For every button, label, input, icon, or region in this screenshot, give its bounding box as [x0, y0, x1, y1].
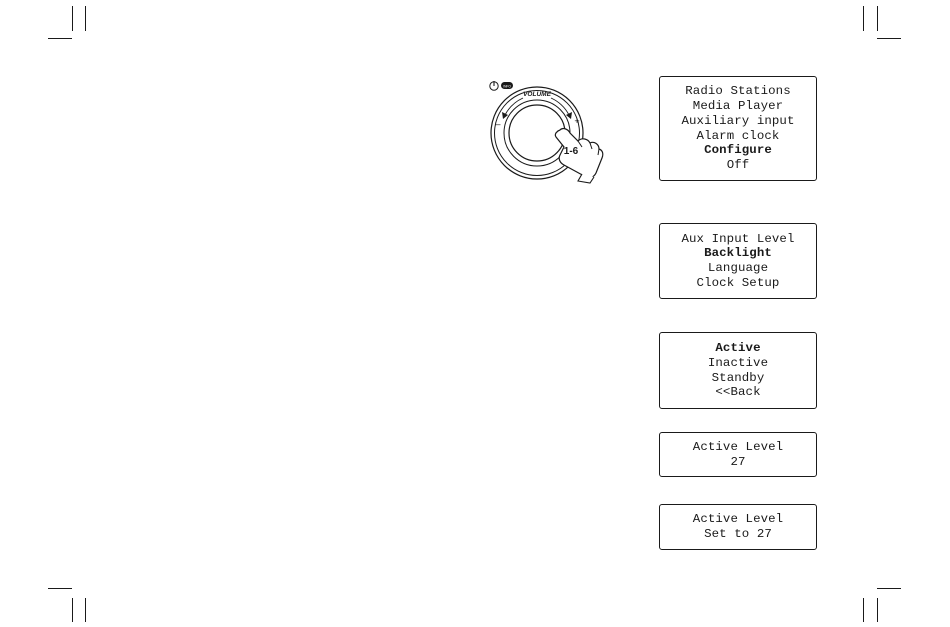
- lcd-screen-configure-menu: [659, 223, 817, 299]
- crop-mark-bl-v1: [72, 598, 73, 622]
- lcd-line: Standby: [711, 370, 765, 385]
- crop-mark-br-v2: [877, 598, 878, 622]
- crop-mark-bl-v2: [85, 598, 86, 622]
- lcd-line: Media Player: [692, 99, 784, 114]
- minus-label: –: [495, 119, 501, 129]
- plus-label: +: [574, 116, 580, 126]
- lcd-line: Off: [726, 157, 750, 172]
- lcd-line: Active Level: [692, 439, 784, 454]
- lcd-line: Aux Input Level: [681, 231, 795, 246]
- crop-mark-tl-v2: [85, 6, 86, 31]
- lcd-line: Clock Setup: [696, 275, 780, 290]
- info-badge-label: INFO: [503, 84, 511, 89]
- lcd-screen-active-level: [659, 432, 817, 477]
- lcd-line: Language: [707, 261, 769, 275]
- crop-mark-tr-v1: [863, 6, 864, 31]
- lcd-screen-main-menu: [659, 76, 817, 181]
- lcd-line: Radio Stations: [685, 84, 791, 99]
- crop-mark-tr-v2: [877, 6, 878, 31]
- volume-knob-svg: [478, 77, 612, 187]
- volume-knob-illustration: [478, 77, 612, 187]
- lcd-line: Backlight: [704, 246, 772, 261]
- crop-mark-tl-h: [48, 38, 72, 39]
- lcd-line: Set to 27: [704, 527, 772, 541]
- lcd-line: Active Level: [692, 512, 784, 527]
- lcd-screen-backlight-menu: [659, 332, 817, 409]
- volume-label: VOLUME: [523, 91, 551, 98]
- lcd-line: Active: [715, 341, 761, 356]
- lcd-line: Inactive: [707, 355, 769, 370]
- lcd-line: Auxiliary input: [681, 113, 795, 128]
- crop-mark-tr-h: [877, 38, 901, 39]
- lcd-line: 27: [730, 454, 746, 469]
- lcd-line: <<Back: [715, 385, 761, 400]
- lcd-screen-active-level-set: [659, 504, 817, 550]
- crop-mark-tl-v1: [72, 6, 73, 31]
- crop-mark-br-h: [877, 588, 901, 589]
- crop-mark-bl-h: [48, 588, 72, 589]
- power-icon: [490, 81, 498, 90]
- lcd-line: Configure: [704, 143, 772, 158]
- lcd-line: Alarm clock: [696, 128, 780, 143]
- info-badge-icon: [501, 82, 513, 89]
- crop-mark-br-v1: [863, 598, 864, 622]
- preset-button-label: 1-6: [563, 146, 579, 157]
